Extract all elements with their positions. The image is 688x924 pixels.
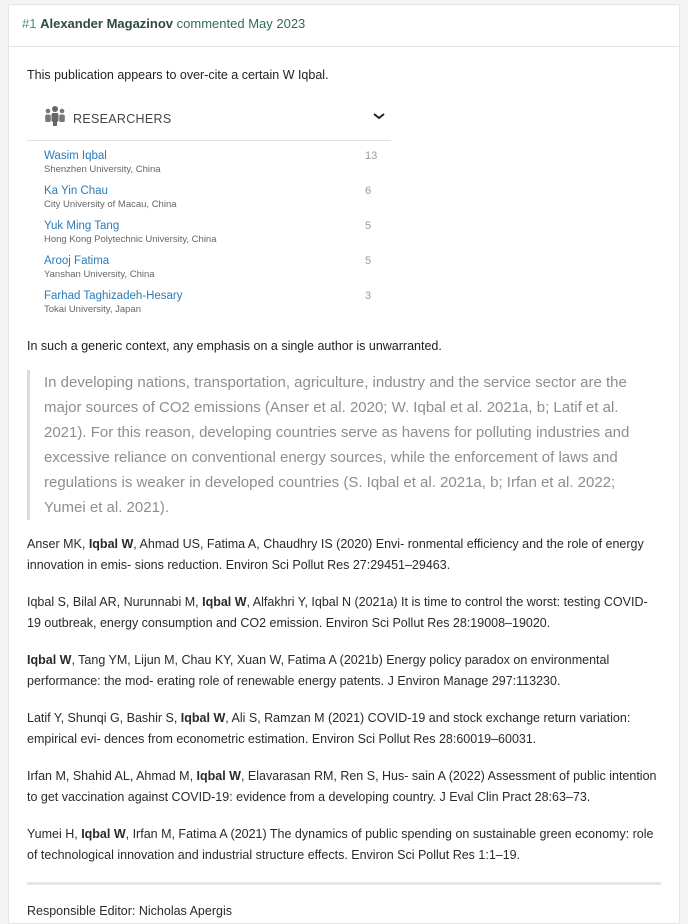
researcher-name[interactable]: Yuk Ming Tang	[44, 220, 120, 232]
researcher-count: 3	[365, 290, 372, 302]
reference-highlight: Iqbal W	[88, 537, 134, 551]
researcher-name[interactable]: Wasim Iqbal	[44, 150, 107, 162]
researchers-widget-header[interactable]	[27, 97, 391, 141]
reference-before: Yumei H,	[27, 827, 82, 841]
comment-card	[8, 4, 680, 924]
responsible-editor: Responsible Editor: Nicholas Apergis	[27, 904, 232, 918]
reference-item	[27, 824, 661, 866]
researcher-item	[44, 184, 391, 219]
researcher-item	[44, 219, 391, 254]
comment-author[interactable]: Alexander Magazinov	[40, 16, 174, 31]
researcher-affiliation: Tokai University, Japan	[44, 304, 141, 315]
researcher-count: 5	[365, 255, 372, 267]
reference-after: , Alfakhri Y, Iqbal N (2021a) It is time to control the worst: testing COVID-19 outbreak, energy consumption and CO2 emission. Environ Sci Pollut Res 28:19008–19020.	[27, 595, 648, 630]
reference-after: , Tang YM, Lijun M, Chau KY, Xuan W, Fatima A (2021b) Energy policy paradox on environmental performance: the mod- erating role of renewable energy patents. J Environ Manage 297:113230.	[27, 653, 610, 688]
reference-before: Iqbal S, Bilal AR, Nurunnabi M,	[27, 595, 203, 609]
comment-body	[9, 47, 679, 921]
reference-item	[27, 534, 661, 576]
reference-item	[27, 766, 661, 808]
researcher-name[interactable]: Farhad Taghizadeh-Hesary	[44, 290, 183, 302]
researcher-affiliation: City University of Macau, China	[44, 199, 177, 210]
reference-before: Irfan M, Shahid AL, Ahmad M,	[27, 769, 197, 783]
reference-after: , Irfan M, Fatima A (2021) The dynamics of public spending on sustainable green economy: role of technological innovation and industrial structure effects. Environ Sci Pollut Res 1:1–19.	[27, 827, 654, 862]
reference-highlight: Iqbal W	[196, 769, 241, 783]
reference-after: , Elavarasan RM, Ren S, Hus- sain A (2022) Assessment of public intention to get vaccination against COVID-19: evidence from a developing country. J Eval Clin Pract 28:63–73.	[27, 769, 657, 804]
intro-text: This publication appears to over-cite a certain W Iqbal.	[27, 68, 329, 82]
researcher-affiliation: Hong Kong Polytechnic University, China	[44, 234, 217, 245]
researcher-name[interactable]: Ka Yin Chau	[44, 185, 108, 197]
reference-after: , Ali S, Ramzan M (2021) COVID-19 and stock exchange return variation: empirical evi- dences from econometric estimation. Environ Sci Pollut Res 28:60019–60031.	[27, 711, 631, 746]
researcher-item	[44, 254, 391, 289]
reference-highlight: Iqbal W	[27, 653, 72, 667]
divider	[27, 882, 661, 885]
researcher-item	[44, 149, 391, 184]
reference-item	[27, 592, 661, 634]
reference-before: Anser MK,	[27, 537, 89, 551]
reference-highlight: Iqbal W	[202, 595, 247, 609]
comment-number[interactable]: #1	[22, 16, 37, 31]
researchers-title: RESEARCHERS	[73, 111, 172, 126]
comment-meta: commented May 2023	[176, 16, 306, 31]
chevron-down-icon[interactable]	[371, 108, 391, 130]
researcher-count: 5	[365, 220, 372, 232]
comment-header	[9, 5, 679, 47]
reference-after: , Ahmad US, Fatima A, Chaudhry IS (2020) Envi- ronmental efficiency and the role of energy innovation in emis- sions reduction. Environ Sci Pollut Res 27:29451–29463.	[27, 537, 644, 572]
reference-item	[27, 650, 661, 692]
researcher-affiliation: Shenzhen University, China	[44, 164, 161, 175]
researcher-affiliation: Yanshan University, China	[44, 269, 155, 280]
reference-item	[27, 708, 661, 750]
researcher-list	[27, 141, 391, 324]
quoted-passage: In developing nations, transportation, agriculture, industry and the service sector are the major sources of CO2 emissions (Anser et al. 2020; W. Iqbal et al. 2021a, b; Latif et al. 2021). For this reason, developing countries serve as havens for polluting industries and excessive reliance on conventional energy sources, while the enforcement of laws and regulations is weaker in developed countries (S. Iqbal et al. 2021a, b; Irfan et al. 2022; Yumei et al. 2021).	[27, 370, 661, 520]
reference-highlight: Iqbal W	[180, 711, 226, 725]
researcher-name[interactable]: Arooj Fatima	[44, 255, 110, 267]
reference-before: Latif Y, Shunqi G, Bashir S,	[27, 711, 181, 725]
reference-highlight: Iqbal W	[81, 827, 126, 841]
people-icon	[43, 105, 73, 133]
researchers-widget	[27, 97, 391, 324]
researcher-count: 6	[365, 185, 372, 197]
researcher-item	[44, 289, 391, 324]
researcher-count: 13	[365, 150, 378, 162]
generic-context-text: In such a generic context, any emphasis on a single author is unwarranted.	[27, 339, 442, 353]
